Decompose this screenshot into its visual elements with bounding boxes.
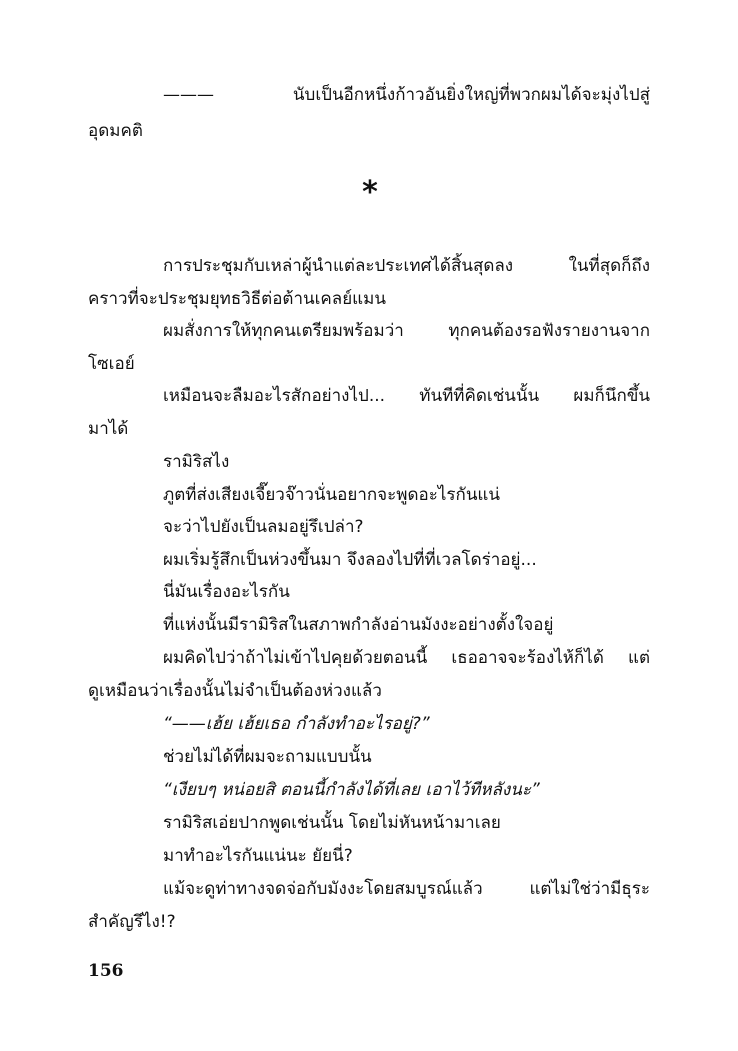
paragraph-line: มาทำอะไรกันแน่นะ ยัยนี่? bbox=[163, 846, 353, 866]
dialogue-line: “——เฮ้ย เฮ้ยเธอ กำลังทำอะไรอยู่?” bbox=[163, 714, 430, 734]
paragraph-line: ผมสั่งการให้ทุกคนเตรียมพร้อมว่า ทุกคนต้องรอฟังรายงานจาก bbox=[163, 321, 650, 341]
page-number: 156 bbox=[88, 961, 124, 981]
paragraph-line: อุดมคติ bbox=[88, 121, 143, 141]
paragraph-line: นี่มันเรื่องอะไรกัน bbox=[163, 582, 290, 602]
paragraph-line: มาได้ bbox=[88, 419, 129, 439]
paragraph-line: เหมือนจะลืมอะไรสักอย่างไป... ทันทีที่คิดเช่นนั้น ผมก็นึกขึ้น bbox=[163, 386, 650, 406]
paragraph-line: ผมเริ่มรู้สึกเป็นห่วงขึ้นมา จึงลองไปที่ที่เวลโดร่าอยู่... bbox=[163, 550, 537, 570]
paragraph-line: ผมคิดไปว่าถ้าไม่เข้าไปคุยด้วยตอนนี้ เธออาจจะร้องไห้ก็ได้ แต่ bbox=[163, 648, 650, 668]
paragraph-line: สำคัญรึไง!? bbox=[88, 912, 176, 932]
paragraph-line: ภูตที่ส่งเสียงเจี๊ยวจ๊าวนั่นอยากจะพูดอะไรกันแน่ bbox=[163, 485, 501, 505]
paragraph-line: การประชุมกับเหล่าผู้นำแต่ละประเทศได้สิ้นสุดลง ในที่สุดก็ถึง bbox=[163, 256, 650, 276]
paragraph-line: แม้จะดูท่าทางจดจ่อกับมังงะโดยสมบูรณ์แล้ว แต่ไม่ใช่ว่ามีธุระ bbox=[163, 879, 650, 899]
paragraph-line: ช่วยไม่ได้ที่ผมจะถามแบบนั้น bbox=[163, 747, 372, 767]
paragraph-line: ——— นับเป็นอีกหนึ่งก้าวอันยิ่งใหญ่ที่พวกผมได้จะมุ่งไปสู่ bbox=[163, 85, 650, 105]
paragraph-line: รามิริสไง bbox=[163, 452, 230, 472]
paragraph-line: จะว่าไปยังเป็นลมอยู่รึเปล่า? bbox=[163, 517, 364, 537]
paragraph-line: ดูเหมือนว่าเรื่องนั้นไม่จำเป็นต้องห่วงแล้ว bbox=[88, 681, 382, 701]
paragraph-line: ที่แห่งนั้นมีรามิริสในสภาพกำลังอ่านมังงะอย่างตั้งใจอยู่ bbox=[163, 615, 554, 635]
dialogue-line: “เงียบๆ หน่อยสิ ตอนนี้กำลังได้ที่เลย เอาไว้ทีหลังนะ” bbox=[163, 780, 540, 800]
paragraph-line: คราวที่จะประชุมยุทธวิธีต่อต้านเคลย์แมน bbox=[88, 289, 386, 309]
paragraph-line: โซเอย์ bbox=[88, 354, 135, 374]
paragraph-line: รามิริสเอ่ยปากพูดเช่นนั้น โดยไม่หันหน้ามาเลย bbox=[163, 813, 501, 833]
scene-break-asterisk: * bbox=[362, 175, 378, 210]
